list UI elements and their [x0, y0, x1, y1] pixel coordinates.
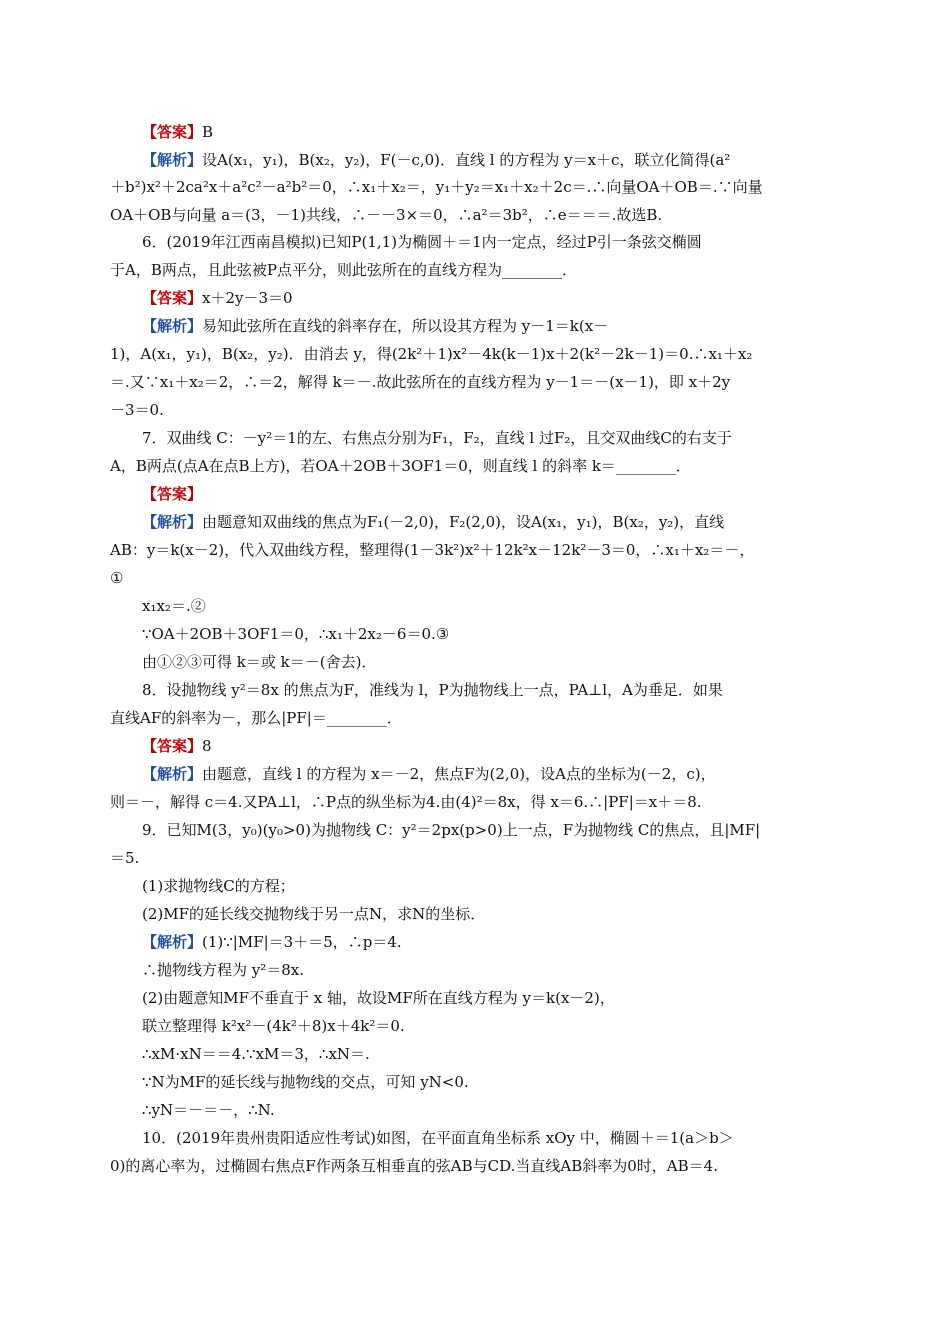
text-line: ∴抛物线方程为 y²＝8x.	[142, 961, 305, 979]
analysis-text: 易知此弦所在直线的斜率存在，所以设其方程为 y－1＝k(x－	[202, 317, 609, 335]
analysis-tag: 【解析】	[142, 317, 203, 335]
text-line: A，B两点(点A在点B上方)，若OA＋2OB＋3OF1＝0，则直线 l 的斜率 k＝________．	[110, 457, 691, 475]
question-8: 8．设抛物线 y²＝8x 的焦点为F，准线为 l，P为抛物线上一点，PA⊥l，A为垂足．如果	[142, 681, 723, 699]
text-line: －3＝0.	[110, 401, 164, 419]
answer-tag: 【答案】	[142, 123, 203, 141]
question-9: 9．已知M(3，y₀)(y₀>0)为抛物线 C：y²＝2px(p>0)上一点，F为抛物线 C的焦点，且|MF|	[142, 821, 761, 839]
analysis-line-9	[142, 932, 820, 952]
answer-line-8	[142, 736, 820, 756]
analysis-line-5	[142, 150, 820, 170]
text-line: 于A，B两点，且此弦被P点平分，则此弦所在的直线方程为________．	[110, 261, 577, 279]
text-line: ∵N为MF的延长线与抛物线的交点，可知 yN<0.	[142, 1073, 469, 1091]
text-line: OA＋OB与向量 a＝(3，－1)共线，∴－－3×＝0，∴a²＝3b²，∴e＝＝＝.故选B.	[110, 206, 663, 224]
answer-text: B	[202, 123, 214, 141]
text-line: 由①②③可得 k＝或 k＝－(舍去)．	[142, 653, 377, 671]
text-line: AB：y＝k(x－2)，代入双曲线方程，整理得(1－3k²)x²＋12k²x－12k²－3＝0，∴x₁＋x₂＝－，	[110, 541, 755, 559]
text-line: 0)的离心率为，过椭圆右焦点F作两条互相垂直的弦AB与CD.当直线AB斜率为0时，AB＝4.	[110, 1157, 718, 1175]
question-10: 10．(2019年贵州贵阳适应性考试)如图，在平面直角坐标系 xOy 中，椭圆＋＝1(a＞b＞	[142, 1129, 734, 1147]
text-line: ＝.又∵x₁＋x₂＝2，∴＝2，解得 k＝－.故此弦所在的直线方程为 y－1＝－(x－1)，即 x＋2y	[110, 373, 731, 391]
text-line: 联立整理得 k²x²－(4k²＋8)x＋4k²＝0.	[142, 1017, 405, 1035]
text-line: (1)求抛物线C的方程；	[142, 877, 295, 895]
analysis-line-8	[142, 764, 820, 784]
answer-line-6	[142, 288, 820, 308]
text-line: 1)，A(x₁，y₁)，B(x₂，y₂)．由消去 y，得(2k²＋1)x²－4k(k－1)x＋2(k²－2k－1)＝0.∴x₁＋x₂	[110, 345, 753, 363]
analysis-text: 由题意，直线 l 的方程为 x＝－2，焦点F为(2,0)，设A点的坐标为(－2，c)，	[202, 765, 716, 783]
analysis-text: 由题意知双曲线的焦点为F₁(－2,0)，F₂(2,0)，设A(x₁，y₁)，B(x₂，y₂)，直线	[202, 513, 725, 531]
analysis-tag: 【解析】	[142, 933, 203, 951]
text-line: ①	[110, 569, 124, 587]
text-line: x₁x₂＝.②	[142, 597, 206, 615]
text-line: 则＝－，解得 c＝4.又PA⊥l，∴P点的纵坐标为4.由(4)²＝8x，得 x＝6.∴|PF|＝x＋＝8.	[110, 793, 702, 811]
question-7: 7．双曲线 C：－y²＝1的左、右焦点分别为F₁，F₂，直线 l 过F₂，且交双曲线C的右支于	[142, 429, 732, 447]
answer-text: x＋2y－3＝0	[202, 289, 293, 307]
answer-tag: 【答案】	[142, 737, 203, 755]
answer-text: 8	[202, 737, 212, 755]
analysis-text: 设A(x₁，y₁)，B(x₂，y₂)，F(－c,0)．直线 l 的方程为 y＝x＋c，联立化简得(a²	[202, 151, 731, 169]
analysis-line-6	[142, 316, 820, 336]
text-line: (2)由题意知MF不垂直于 x 轴，故设MF所在直线方程为 y＝k(x－2)，	[142, 989, 615, 1007]
analysis-tag: 【解析】	[142, 151, 203, 169]
question-6: 6．(2019年江西南昌模拟)已知P(1,1)为椭圆＋＝1内一定点，经过P引一条弦交椭圆	[142, 233, 702, 251]
answer-tag: 【答案】	[142, 289, 203, 307]
text-line: ＝5.	[110, 849, 140, 867]
analysis-line-7	[142, 512, 820, 532]
analysis-text: (1)∵|MF|＝3＋＝5，∴p＝4.	[202, 933, 402, 951]
answer-line-7	[142, 484, 820, 504]
text-line: (2)MF的延长线交抛物线于另一点N，求N的坐标．	[142, 905, 486, 923]
text-line: ∴xM·xN＝＝4.∵xM＝3，∴xN＝.	[142, 1045, 370, 1063]
analysis-tag: 【解析】	[142, 765, 203, 783]
answer-tag: 【答案】	[142, 485, 203, 503]
text-line: ∴yN＝－＝－，∴N.	[142, 1101, 275, 1119]
analysis-tag: 【解析】	[142, 513, 203, 531]
text-line: ＋b²)x²＋2ca²x＋a²c²－a²b²＝0，∴x₁＋x₂＝，y₁＋y₂＝x₁＋x₂＋2c＝.∴向量OA＋OB＝.∵向量	[110, 178, 763, 196]
text-line: 直线AF的斜率为－，那么|PF|＝________．	[110, 709, 402, 727]
text-line: ∵OA＋2OB＋3OF1＝0，∴x₁＋2x₂－6＝0.③	[142, 625, 450, 643]
answer-line-5	[142, 122, 820, 142]
